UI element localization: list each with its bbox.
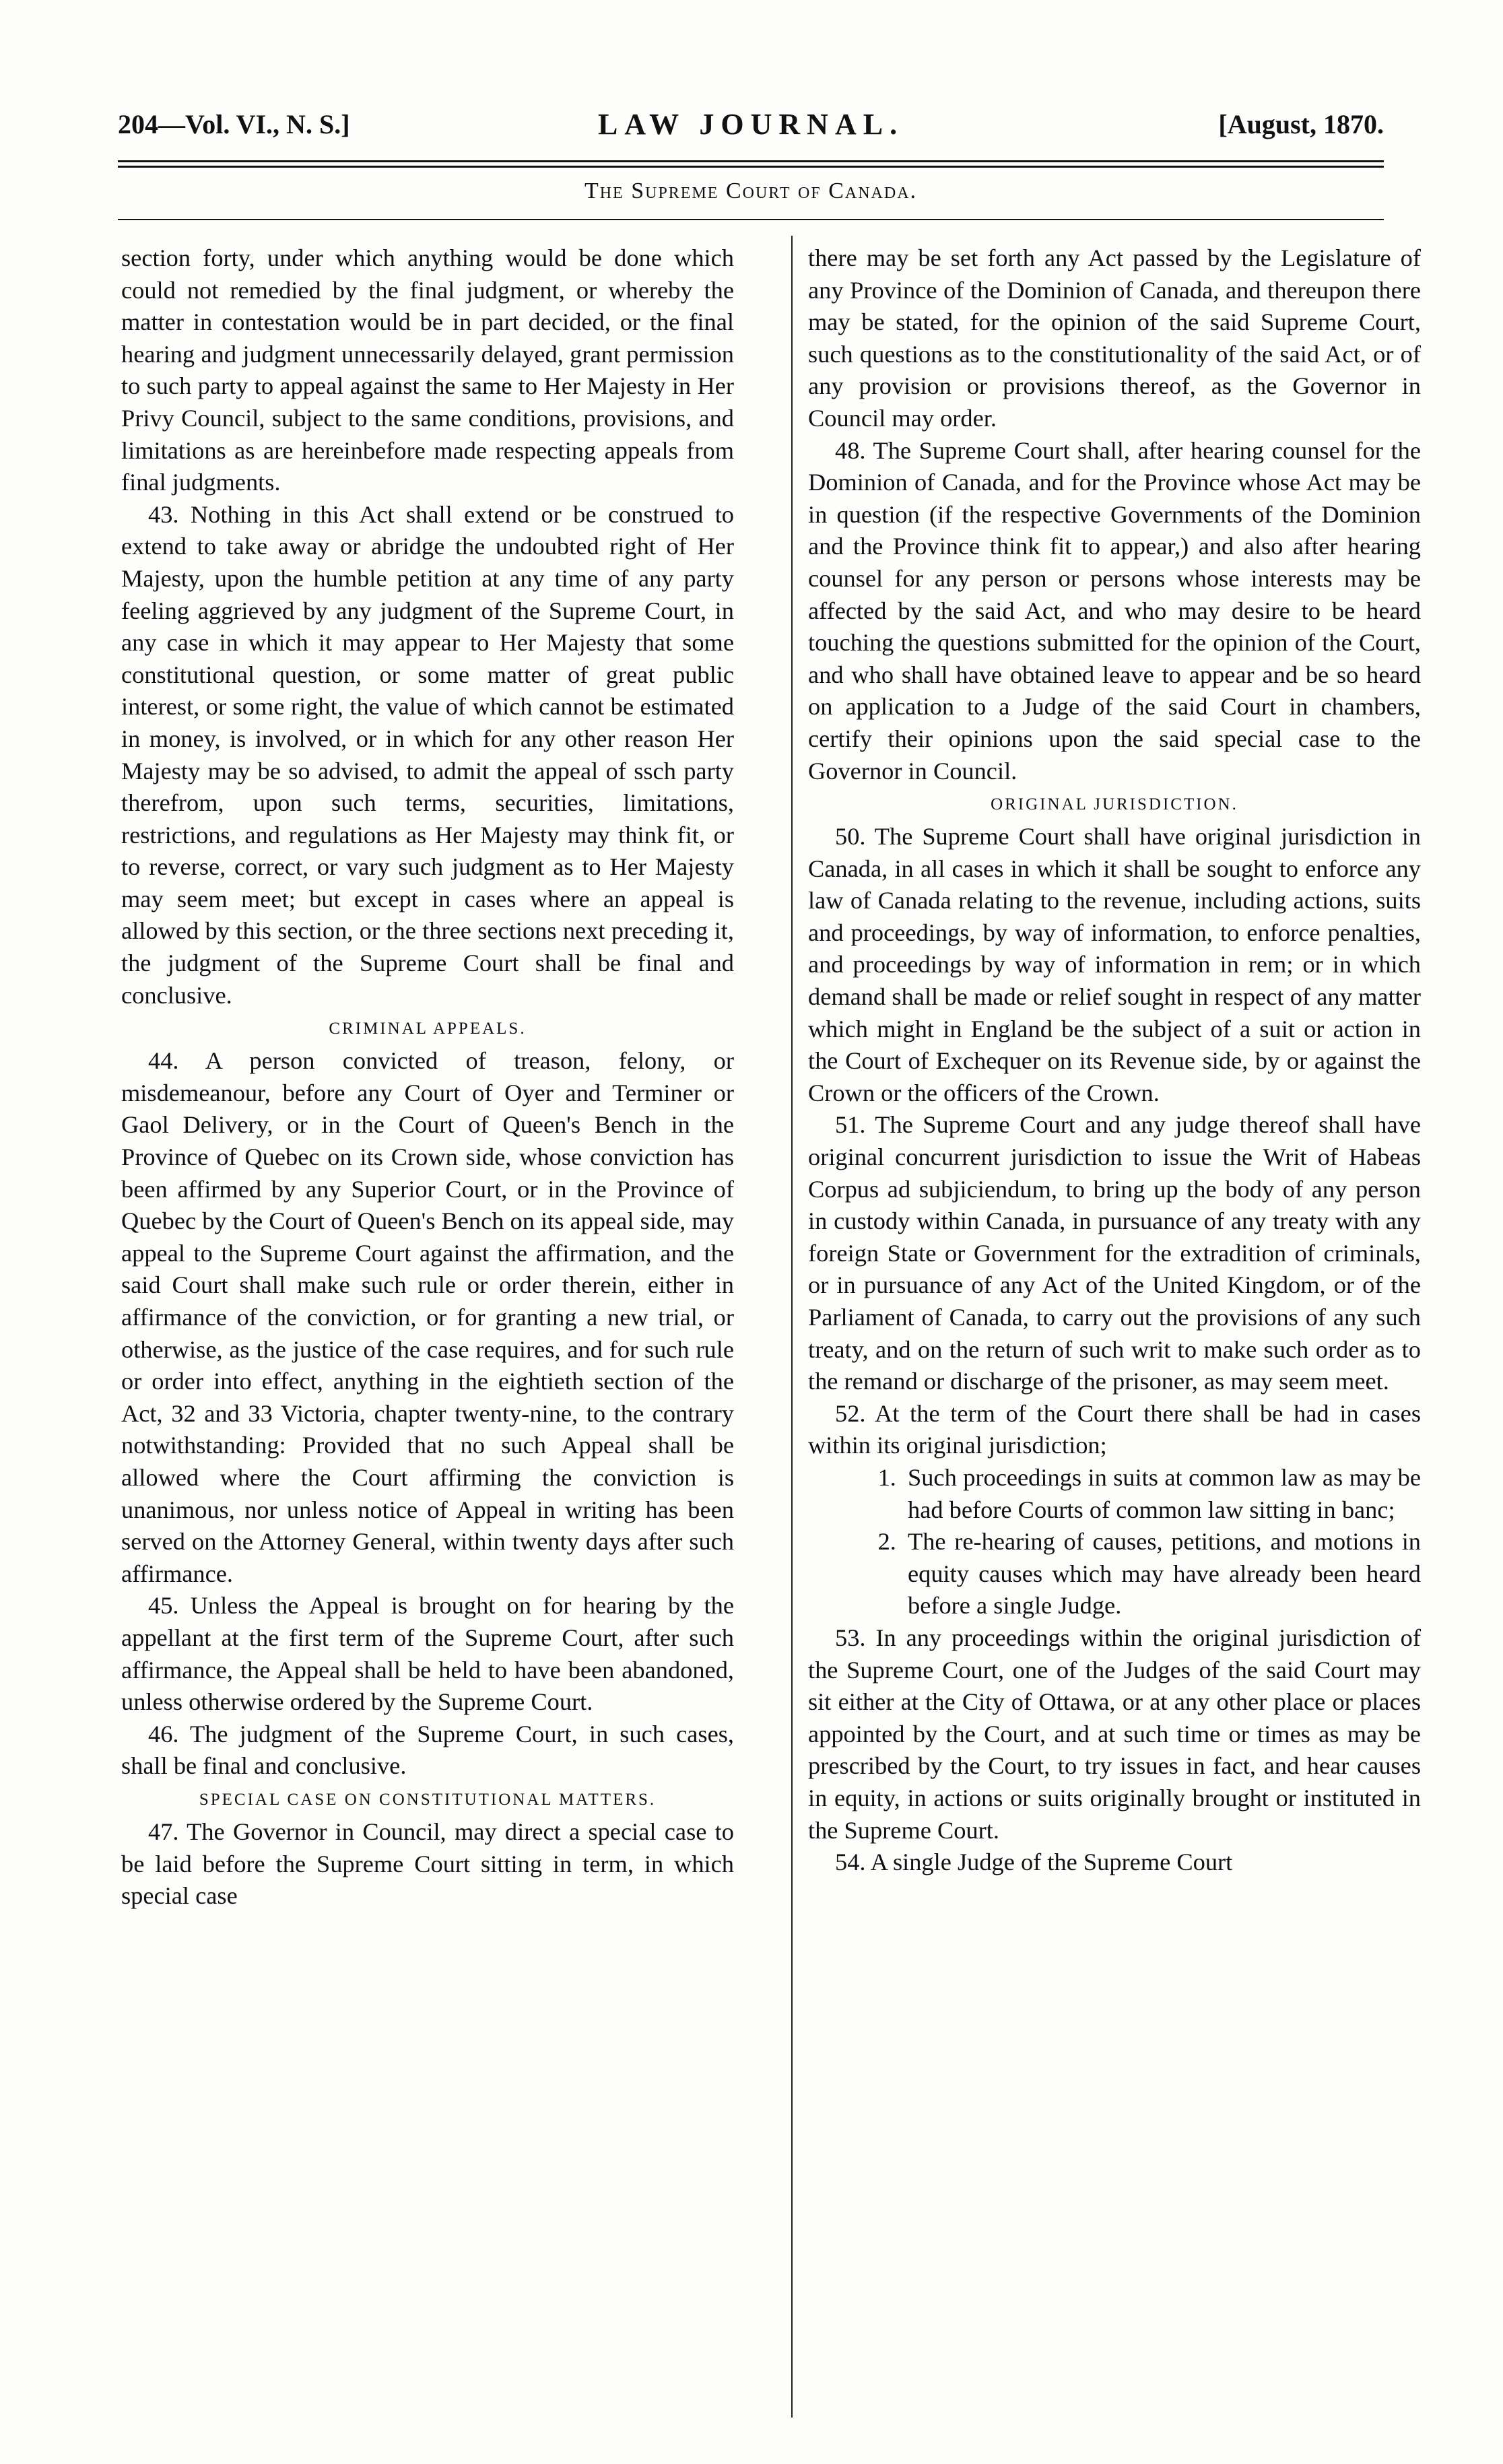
- column-divider: [791, 236, 793, 2418]
- header-page-volume: 204—Vol. VI., N. S.]: [118, 109, 350, 139]
- section-47: 47. The Governor in Council, may direct a special case to be laid before the Supreme Court sitting in term, in which special case: [121, 1818, 734, 1910]
- heading-criminal-appeals: CRIMINAL APPEALS.: [329, 1020, 527, 1038]
- list-item: 2. The re-hearing of causes, petitions, and motions in equity causes which may have already been heard before a single Judge.: [902, 1526, 1421, 1622]
- header-date: [August, 1870.: [1218, 109, 1384, 139]
- paragraph-continued: there may be set forth any Act passed by the Legislature of any Province of the Dominion of Canada, and thereupon there may be stated, for the opinion of the said Supreme Court, such questions as to the constitutionality of the said Act, or of any provision or provisions thereof, as the Governor in Council may order.: [808, 244, 1421, 432]
- header-journal-title: LAW JOURNAL.: [597, 108, 904, 141]
- section-51: 51. The Supreme Court and any judge thereof shall have original concurrent jurisdiction to issue the Writ of Habeas Corpus ad subjiciendum, to bring up the body of any person in custody within Canada, in pursuance of any treaty with any foreign State or Government for the extradition of criminals, or in pursuance of any Act of the United Kingdom, or of the Parliament of Canada, to carry out the provisions of any such treaty, and on the return of such writ to make such order as to the remand or discharge of the prisoner, as may seem meet.: [808, 1111, 1421, 1395]
- paragraph-continued: section forty, under which anything would be done which could not remedied by the final judgment, or whereby the matter in contestation would be in part decided, or the final hearing and judgment unnecessarily delayed, grant permission to such party to appeal against the same to Her Majesty in Her Privy Council, subject to the same conditions, provisions, and limitations as are hereinbefore made respecting appeals from final judgments.: [121, 244, 734, 496]
- subtitle-rule: [118, 219, 1384, 220]
- section-52-list: [808, 1462, 1421, 1622]
- header-rule-2: [118, 166, 1384, 168]
- section-48: 48. The Supreme Court shall, after hearing counsel for the Dominion of Canada, and for the Province whose Act may be in question (if the respective Governments of the Dominion and the Province think fit to appear,) and also after hearing counsel for any person or persons whose interests may be affected by the said Act, and who may desire to be heard touching the questions submitted for the opinion of the Court, and who shall have obtained leave to appear and be so heard on application to a Judge of the said Court in chambers, certify their opinions upon the said special case to the Governor in Council.: [808, 436, 1421, 785]
- section-46: 46. The judgment of the Supreme Court, in such cases, shall be final and conclusive.: [121, 1720, 734, 1780]
- left-column: [121, 242, 734, 1912]
- header-rule-1: [118, 160, 1384, 162]
- section-subtitle: The Supreme Court of Canada.: [584, 178, 918, 203]
- running-header: [118, 101, 1384, 148]
- section-53: 53. In any proceedings within the original jurisdiction of the Supreme Court, one of the Judges of the said Court may sit either at the City of Ottawa, or at any other place or places appointed by the Court, and at such time or times as may be prescribed by the Court, to try issues in fact, and hear causes in equity, in actions or suits originally brought or instituted in the Supreme Court.: [808, 1624, 1421, 1844]
- section-44: 44. A person convicted of treason, felony, or misdemeanour, before any Court of Oyer and Terminer or Gaol Delivery, or in the Court of Queen's Bench in the Province of Quebec on its Crown side, whose conviction has been affirmed by any Superior Court, or in the Province of Quebec by the Court of Queen's Bench on its appeal side, may appeal to the Supreme Court against the affirmation, and the said Court shall make such rule or order therein, either in affirmance of the conviction, or for granting a new trial, or otherwise, as the justice of the case requires, and for such rule or order into effect, anything in the eightieth section of the Act, 32 and 33 Victoria, chapter twenty-nine, to the contrary notwithstanding: Provided that no such Appeal shall be allowed where the Court affirming the conviction is unanimous, nor unless notice of Appeal in writing has been served on the Attorney General, within twenty days after such affirmance.: [121, 1047, 735, 1587]
- section-50: 50. The Supreme Court shall have original jurisdiction in Canada, in all cases in which it shall be sought to enforce any law of Canada relating to the revenue, including actions, suits and proceedings, by way of information, to enforce penalties, and proceedings by way of information in rem; or in which demand shall be made or relief sought in respect of any matter which might in England be the subject of a suit or action in the Court of Exchequer on its Revenue side, by or against the Crown or the officers of the Crown.: [808, 823, 1421, 1106]
- section-43: 43. Nothing in this Act shall extend or be construed to extend to take away or abridge the undoubted right of Her Majesty, upon the humble petition at any time of any party feeling aggrieved by any judgment of the Supreme Court, in any case in which it may appear to Her Majesty that some constitutional question, or some matter of great public interest, or some right, the value of which cannot be estimated in money, is involved, or in which for any other reason Her Majesty may be so advised, to admit the appeal of ssch party therefrom, upon such terms, securities, limitations, restrictions, and regulations as Her Majesty may think fit, or to reverse, correct, or vary such judgment as to Her Majesty may seem meet; but except in cases where an appeal is allowed by this section, or the three sections next preceding it, the judgment of the Supreme Court shall be final and conclusive.: [121, 500, 734, 1009]
- heading-special-case: SPECIAL CASE ON CONSTITUTIONAL MATTERS.: [199, 1790, 657, 1809]
- section-52: 52. At the term of the Court there shall be had in cases within its original jurisdiction;: [808, 1399, 1421, 1459]
- section-54: 54. A single Judge of the Supreme Court: [835, 1849, 1233, 1876]
- right-column: [808, 242, 1421, 1879]
- section-45: 45. Unless the Appeal is brought on for hearing by the appellant at the first term of the Supreme Court, after such affirmance, the Appeal shall be held to have been abandoned, unless otherwise ordered by the Supreme Court.: [121, 1592, 734, 1716]
- heading-original-jurisdiction: ORIGINAL JURISDICTION.: [991, 795, 1238, 814]
- list-item: 1. Such proceedings in suits at common law as may be had before Courts of common law sitting in banc;: [902, 1462, 1421, 1526]
